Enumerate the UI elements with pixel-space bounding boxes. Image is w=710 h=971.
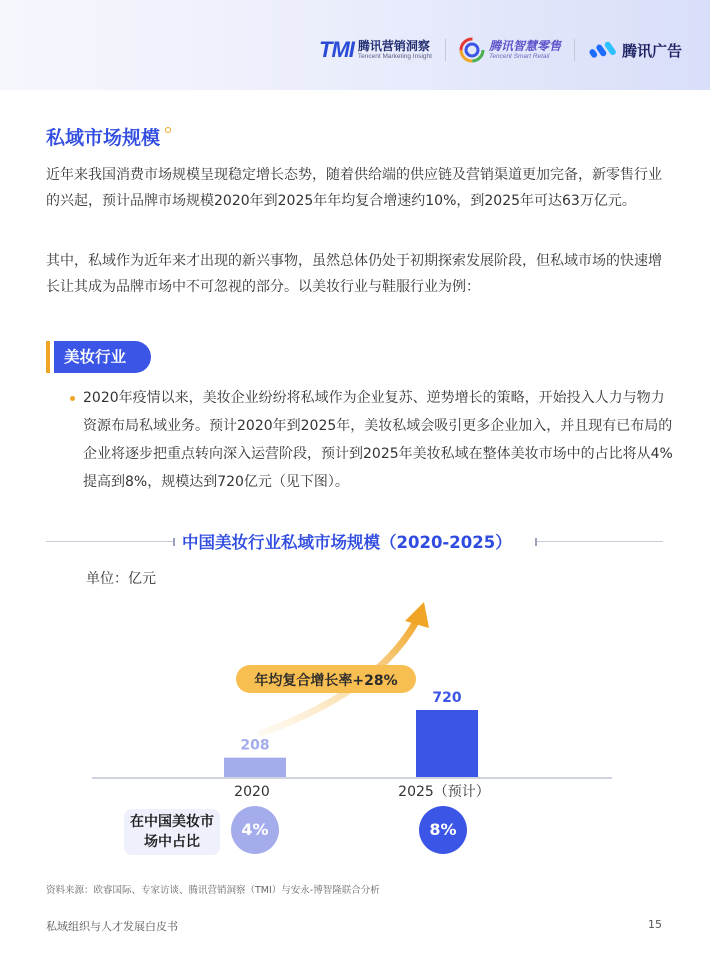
tmi-sub: Tencent Marketing Insight: [357, 52, 432, 60]
page-number: 15: [648, 918, 662, 931]
growth-annotation: 年均复合增长率+28%: [254, 673, 398, 689]
share-2025-circle: 8%: [419, 806, 467, 854]
bar-chart: [0, 580, 710, 880]
chart-title-cap-left: [173, 538, 175, 546]
chart-unit-label: 单位：亿元: [86, 571, 156, 587]
category-label-2025（预计）: 2025（预计）: [398, 784, 490, 800]
tmi-mark: TMI: [319, 37, 354, 62]
growth-arrow-head: [405, 602, 429, 628]
chart-title-cap-right: [535, 538, 537, 546]
bar-2025（预计）: [416, 710, 478, 777]
tmi-name: 腾讯营销洞察: [357, 38, 430, 53]
tencent-ads-logo: [588, 40, 682, 61]
partner-logos: [319, 36, 682, 64]
logo-divider: [574, 39, 575, 61]
chart-title-rule-right: [537, 541, 663, 542]
share-label: 在中国美妆市场中占比: [124, 809, 220, 855]
paragraph-2: 其中，私域作为近年来才出现的新兴事物，虽然总体仍处于初期探索发展阶段，但私域市场的快速增长让其成为品牌市场中不可忽视的部分。以美妆行业与鞋服行业为例：: [46, 253, 662, 295]
logo-divider: [445, 39, 446, 61]
document-title: 私域组织与人才发展白皮书: [46, 920, 178, 933]
tmi-logo: [319, 37, 432, 63]
category-label-2020: 2020: [234, 784, 270, 800]
smart-retail-logo: [459, 37, 561, 63]
bar-2020: [224, 758, 286, 777]
value-label-2020: 208: [240, 737, 270, 754]
ads-name: 腾讯广告: [621, 41, 682, 60]
tag-accent-bar: [46, 341, 50, 373]
value-label-2025（预计）: 720: [432, 690, 462, 706]
title-dot-icon: [165, 127, 171, 133]
retail-sub: Tencent Smart Retail: [488, 52, 550, 60]
section-title: [46, 123, 171, 150]
bars-group: [224, 690, 490, 800]
section-title-text: 私域市场规模: [46, 127, 161, 149]
share-2020-circle: 4%: [231, 806, 279, 854]
industry-tag: 美妆行业: [54, 341, 151, 373]
smart-retail-icon: [459, 37, 485, 63]
chart-title-rule-left: [46, 541, 174, 542]
paragraph-1: 近年来我国消费市场规模呈现稳定增长态势，随着供给端的供应链及营销渠道更加完备，新零售行业的兴起，预计品牌市场规模2020年到2025年年均复合增速约10%，到2025年可达63万亿元。: [46, 167, 662, 209]
industry-bullet: 2020年疫情以来，美妆企业纷纷将私域作为企业复苏、逆势增长的策略，开始投入人力与物力资源布局私域业务。预计2020年到2025年，美妆私域会吸引更多企业加入，并且现有已布局的企业将逐步把重点转向深入运营阶段，预计到2025年美妆私域在整体美妆市场中的占比将从4%提高到8%，规模达到720亿元（见下图）。: [83, 390, 673, 490]
chart-title: 中国美妆行业私域市场规模（2020-2025）: [182, 533, 512, 552]
retail-name: 腾讯智慧零售: [488, 38, 561, 53]
source-note: 资料来源：欧睿国际、专家访谈、腾讯营销洞察（TMI）与安永-博智隆联合分析: [46, 885, 380, 896]
tencent-ads-icon: [588, 40, 618, 60]
bullet-dot-icon: [70, 396, 75, 401]
